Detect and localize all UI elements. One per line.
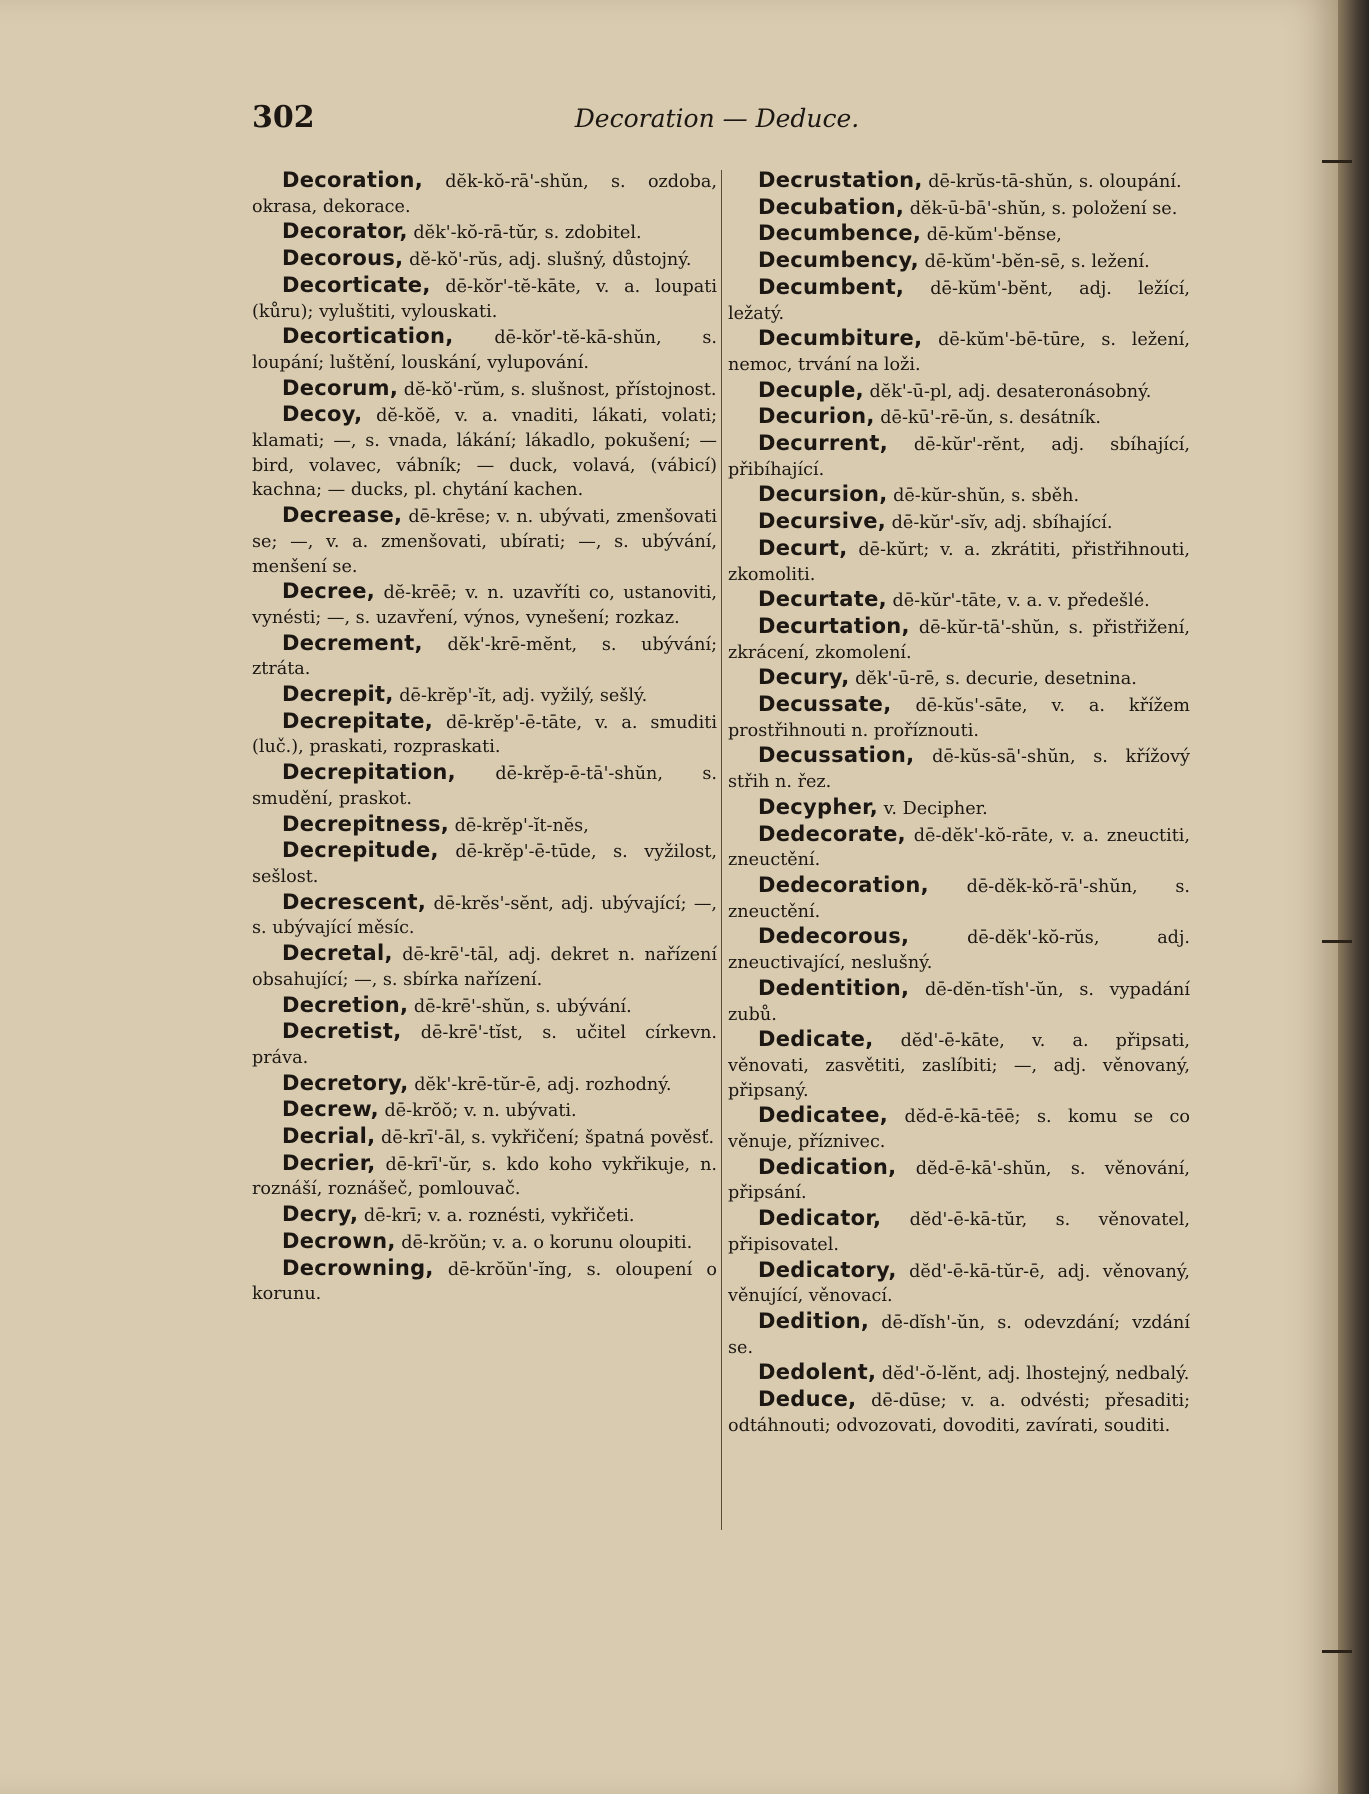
entry-definition: dĕd-ē-kā'-shŭn, s. věnování, připsání. xyxy=(728,1158,1190,1204)
dictionary-entry xyxy=(252,941,717,992)
dictionary-entry xyxy=(252,1256,717,1307)
entry-headword: Decretal, xyxy=(282,941,393,966)
entry-headword: Decrowning, xyxy=(282,1255,434,1280)
entry-headword: Decuple, xyxy=(758,377,864,402)
entry-headword: Dedecorous, xyxy=(758,924,910,949)
entry-headword: Decurion, xyxy=(758,404,875,429)
dictionary-entry xyxy=(728,404,1190,431)
entry-headword: Decrepitude, xyxy=(282,838,439,863)
entry-headword: Decorticate, xyxy=(282,272,431,297)
margin-mark xyxy=(1322,1650,1352,1653)
dictionary-entry xyxy=(728,275,1190,326)
dictionary-entry xyxy=(252,376,717,403)
dictionary-entry xyxy=(728,536,1190,587)
margin-mark xyxy=(1322,160,1352,163)
entry-headword: Dedolent, xyxy=(758,1360,877,1385)
entry-headword: Decrew, xyxy=(282,1097,379,1122)
entry-definition: dē-dĭsh'-ŭn, s. odevzdání; vzdání se. xyxy=(728,1312,1190,1358)
entry-headword: Decorator, xyxy=(282,219,408,244)
entry-headword: Decumbent, xyxy=(758,274,905,299)
dictionary-entry xyxy=(252,1151,717,1202)
entry-headword: Decumbiture, xyxy=(758,326,923,351)
dictionary-entry xyxy=(252,1124,717,1151)
entry-headword: Dedicator, xyxy=(758,1206,882,1231)
dictionary-entry xyxy=(728,1258,1190,1309)
entry-definition: dē-kŭm'-bĕnse, xyxy=(926,225,1062,246)
entry-definition: dĕk'-kŏ-rā-tŭr, s. zdobitel. xyxy=(413,223,642,244)
dictionary-entry xyxy=(252,812,717,839)
entry-definition: dē-krĕp'-ē-tūde, s. vyžilost, sešlost. xyxy=(252,842,717,887)
dictionary-entry xyxy=(252,1229,717,1256)
right-column xyxy=(728,168,1190,1438)
entry-headword: Decrease, xyxy=(282,503,403,528)
dictionary-entry xyxy=(252,503,717,579)
entry-headword: Decurt, xyxy=(758,535,848,560)
entry-headword: Decorous, xyxy=(282,246,404,271)
dictionary-entry xyxy=(728,587,1190,614)
entry-definition: dē-krĕp'-ĭt, adj. vyžilý, sešlý. xyxy=(399,686,648,707)
entry-definition: dĕk'-krē-tŭr-ē, adj. rozhodný. xyxy=(414,1074,672,1095)
entry-definition: dē-kŭs-sā'-shŭn, s. křížový střih n. řez. xyxy=(728,747,1190,793)
entry-headword: Decrement, xyxy=(282,630,423,655)
dictionary-entry xyxy=(728,509,1190,536)
entry-headword: Decursive, xyxy=(758,509,887,534)
dictionary-entry xyxy=(252,838,717,889)
entry-definition: dē-kū'-rē-ŭn, s. desátník. xyxy=(880,408,1101,429)
entry-headword: Deduce, xyxy=(758,1387,857,1412)
page-number: 302 xyxy=(252,100,315,135)
entry-headword: Decrepitate, xyxy=(282,708,434,733)
entry-headword: Decypher, xyxy=(758,794,878,819)
entry-definition: dĕ-krēē; v. n. uzavříti co, ustanoviti, vynésti; —, s. uzavření, výnos, vynešení; rozkaz. xyxy=(252,583,718,628)
entry-definition: dē-krĕs'-sĕnt, adj. ubývající; —, s. ubývající měsíc. xyxy=(252,893,718,939)
entry-headword: Decrustation, xyxy=(758,168,923,192)
dictionary-entry xyxy=(252,402,717,503)
entry-headword: Decretory, xyxy=(282,1070,409,1095)
entry-definition: dĕk-ū-bā'-shŭn, s. položení se. xyxy=(909,198,1178,219)
entry-definition: dē-kŭr'-tāte, v. a. v. předešlé. xyxy=(892,591,1150,612)
entry-headword: Decury, xyxy=(758,665,850,690)
entry-headword: Decurtation, xyxy=(758,613,910,638)
left-column xyxy=(252,168,717,1307)
entry-headword: Decumbence, xyxy=(758,221,922,246)
dictionary-entry xyxy=(728,976,1190,1027)
entry-definition: dē-dūse; v. a. odvésti; přesaditi; odtáhnouti; odvozovati, dovoditi, zavírati, souditi. xyxy=(728,1391,1191,1436)
entry-headword: Decretist, xyxy=(282,1019,402,1044)
entry-definition: dĕd'-ē-kā-tŭr, s. věnovatel, připisovatel. xyxy=(728,1210,1190,1255)
entry-headword: Decoy, xyxy=(282,402,363,427)
page-header xyxy=(252,100,1182,140)
entry-headword: Dedicate, xyxy=(758,1027,874,1052)
entry-definition: dē-krē'-tāl, adj. dekret n. nařízení obsahující; —, s. sbírka nařízení. xyxy=(252,945,718,990)
entry-definition: dē-dĕk-kŏ-rā'-shŭn, s. zneuctění. xyxy=(728,876,1190,922)
dictionary-entry xyxy=(728,326,1190,377)
dictionary-entry xyxy=(252,219,717,246)
dictionary-entry xyxy=(728,1027,1190,1103)
dictionary-entry xyxy=(728,1103,1190,1154)
entry-definition: dē-krēse; v. n. ubývati, zmenšovati se; —, v. a. zmenšovati, ubírati; —, s. ubývání, menšení se. xyxy=(252,507,717,577)
entry-headword: Decussate, xyxy=(758,692,892,717)
entry-definition: v. Decipher. xyxy=(883,798,988,819)
dictionary-entry xyxy=(728,248,1190,275)
dictionary-entry xyxy=(252,993,717,1020)
entry-headword: Dedication, xyxy=(758,1154,897,1179)
dictionary-entry xyxy=(728,378,1190,405)
dictionary-entry xyxy=(728,1155,1190,1206)
dictionary-entry xyxy=(252,631,717,682)
entry-definition: dĕk'-ū-pl, adj. desateronásobný. xyxy=(869,381,1152,402)
dictionary-entry xyxy=(728,1360,1190,1387)
entry-definition: dĕd'-ē-kāte, v. a. připsati, věnovati, zasvětiti, zaslíbiti; —, adj. věnovaný, připsaný. xyxy=(728,1031,1190,1101)
entry-definition: dē-kŭs'-sāte, v. a. křížem prostřihnouti n. proříznouti. xyxy=(728,696,1190,741)
entry-headword: Decretion, xyxy=(282,992,409,1017)
dictionary-entry xyxy=(252,273,717,324)
entry-definition: dē-krŏŏ; v. n. ubývati. xyxy=(384,1101,577,1122)
dictionary-entry xyxy=(728,1206,1190,1257)
dictionary-entry xyxy=(252,324,717,375)
entry-headword: Dedicatory, xyxy=(758,1257,897,1282)
entry-headword: Decrepitness, xyxy=(282,811,450,836)
dictionary-entry xyxy=(728,195,1190,222)
entry-definition: dĕd'-ŏ-lĕnt, adj. lhostejný, nedbalý. xyxy=(881,1364,1190,1385)
dictionary-entry xyxy=(252,246,717,273)
entry-headword: Decrier, xyxy=(282,1150,376,1175)
entry-definition: dē-kŭm'-bĕn-sē, s. ležení. xyxy=(924,252,1150,273)
entry-definition: dē-kŏr'-tĕ-kāte, v. a. loupati (kůru); vyluštiti, vylouskati. xyxy=(252,276,717,322)
entry-definition: dē-krŏŭn'-ĭng, s. oloupení o korunu. xyxy=(252,1259,717,1305)
dictionary-entry xyxy=(252,1071,717,1098)
dictionary-entry xyxy=(728,431,1190,482)
margin-marks xyxy=(1322,0,1352,1794)
column-divider xyxy=(721,170,722,1530)
entry-definition: dĕ-kŏĕ, v. a. vnaditi, lákati, volati; klamati; —, s. vnada, lákání; lákadlo, pokušení; — bird, volavec, vábník; — duck, volavá, (vábicí) kachna; — ducks, pl. chytání kachen. xyxy=(252,406,718,501)
entry-headword: Dedicatee, xyxy=(758,1103,889,1128)
entry-definition: dē-kŭm'-bĕnt, adj. ležící, ležatý. xyxy=(728,278,1190,324)
dictionary-entry xyxy=(728,482,1190,509)
dictionary-entry xyxy=(252,1019,717,1070)
entry-definition: dē-krē'-tĭst, s. učitel církevn. práva. xyxy=(252,1023,717,1068)
entry-headword: Decorum, xyxy=(282,375,399,400)
entry-definition: dē-krŭs-tā-shŭn, s. oloupání. xyxy=(928,172,1182,192)
entry-headword: Decrial, xyxy=(282,1124,376,1149)
dictionary-entry xyxy=(728,873,1190,924)
entry-definition: dē-krī'-āl, s. vykřičení; špatná pověsť. xyxy=(381,1128,715,1149)
entry-definition: dē-krī'-ŭr, s. kdo koho vykřikuje, n. roznáší, roznášeč, pomlouvač. xyxy=(252,1154,718,1200)
entry-definition: dē-dĕk'-kŏ-rŭs, adj. zneuctivající, neslušný. xyxy=(728,928,1190,974)
dictionary-entry xyxy=(252,1097,717,1124)
margin-mark xyxy=(1322,940,1352,943)
entry-definition: dē-krĕp'-ĭt-nĕs, xyxy=(454,815,589,836)
entry-definition: dĕ-kŏ'-rŭs, adj. slušný, důstojný. xyxy=(409,250,692,271)
entry-definition: dē-kŭm'-bē-tūre, s. ležení, nemoc, trvání na loži. xyxy=(728,330,1190,375)
entry-definition: dē-dĕk'-kŏ-rāte, v. a. zneuctiti, zneuctění. xyxy=(728,825,1191,871)
entry-headword: Decurtate, xyxy=(758,587,887,612)
running-head: Decoration — Deduce. xyxy=(574,104,860,133)
entry-headword: Decrescent, xyxy=(282,889,427,914)
entry-definition: dē-krĕp'-ē-tāte, v. a. smuditi (luč.), praskati, rozpraskati. xyxy=(252,712,717,758)
entry-definition: dē-kŏr'-tĕ-kā-shŭn, s. loupání; luštění, louskání, vylupování. xyxy=(252,328,718,373)
entry-definition: dĕk'-ū-rē, s. decurie, desetnina. xyxy=(855,669,1137,690)
entry-definition: dē-dĕn-tĭsh'-ŭn, s. vypadání zubů. xyxy=(728,979,1191,1025)
dictionary-entry xyxy=(728,692,1190,743)
dictionary-entry xyxy=(728,924,1190,975)
entry-definition: dē-krī; v. a. roznésti, vykřičeti. xyxy=(363,1206,635,1227)
entry-headword: Dedecoration, xyxy=(758,872,929,897)
entry-definition: dē-kŭr-tā'-shŭn, s. přistřižení, zkrácení, zkomolení. xyxy=(728,617,1190,663)
dictionary-entry xyxy=(728,743,1190,794)
entry-definition: dē-krē'-shŭn, s. ubývání. xyxy=(413,996,632,1017)
dictionary-entry xyxy=(252,760,717,811)
entry-definition: dĕk-kŏ-rā'-shŭn, s. ozdoba, okrasa, dekorace. xyxy=(252,172,717,217)
entry-definition: dē-krĕp-ē-tā'-shŭn, s. smudění, praskot. xyxy=(252,764,717,809)
dictionary-entry xyxy=(728,1309,1190,1360)
dictionary-entry xyxy=(728,221,1190,248)
entry-headword: Decree, xyxy=(282,579,376,604)
dictionary-entry xyxy=(252,682,717,709)
entry-definition: dē-krŏŭn; v. a. o korunu oloupiti. xyxy=(401,1232,693,1253)
dictionary-entry xyxy=(252,890,717,941)
entry-headword: Decry, xyxy=(282,1202,359,1227)
dictionary-entry xyxy=(728,1387,1190,1438)
entry-definition: dĕ-kŏ'-rŭm, s. slušnost, přístojnost. xyxy=(403,379,717,400)
entry-definition: dē-kŭr'-sĭv, adj. sbíhající. xyxy=(891,513,1113,534)
entry-headword: Decoration, xyxy=(282,168,423,192)
dictionary-entry xyxy=(252,1202,717,1229)
entry-headword: Decrown, xyxy=(282,1228,396,1253)
entry-headword: Decrepitation, xyxy=(282,760,456,785)
dictionary-entry xyxy=(728,665,1190,692)
entry-headword: Decussation, xyxy=(758,743,915,768)
entry-headword: Decurrent, xyxy=(758,431,888,456)
dictionary-entry xyxy=(728,614,1190,665)
entry-definition: dĕd-ē-kā-tēē; s. komu se co věnuje, příznivec. xyxy=(728,1107,1190,1153)
dictionary-entry xyxy=(252,168,717,219)
entry-definition: dē-kŭr'-rĕnt, adj. sbíhající, přibíhající. xyxy=(728,435,1191,480)
dictionary-entry xyxy=(728,795,1190,822)
entry-headword: Decubation, xyxy=(758,194,905,219)
entry-headword: Dedecorate, xyxy=(758,821,906,846)
dictionary-entry xyxy=(728,168,1190,195)
entry-definition: dĕd'-ē-kā-tŭr-ē, adj. věnovaný, věnující, věnovací. xyxy=(728,1261,1190,1307)
entry-definition: dē-kŭrt; v. a. zkrátiti, přistřihnouti, zkomoliti. xyxy=(728,539,1191,585)
entry-headword: Dedentition, xyxy=(758,975,910,1000)
dictionary-entry xyxy=(252,709,717,760)
dictionary-entry xyxy=(252,579,717,630)
entry-headword: Decursion, xyxy=(758,482,888,507)
entry-headword: Decrepit, xyxy=(282,682,394,707)
dictionary-entry xyxy=(728,822,1190,873)
entry-definition: dĕk'-krē-mĕnt, s. ubývání; ztráta. xyxy=(252,634,718,680)
entry-headword: Dedition, xyxy=(758,1308,870,1333)
entry-headword: Decortication, xyxy=(282,324,454,349)
entry-headword: Decumbency, xyxy=(758,248,919,273)
entry-definition: dē-kŭr-shŭn, s. sběh. xyxy=(893,486,1080,507)
